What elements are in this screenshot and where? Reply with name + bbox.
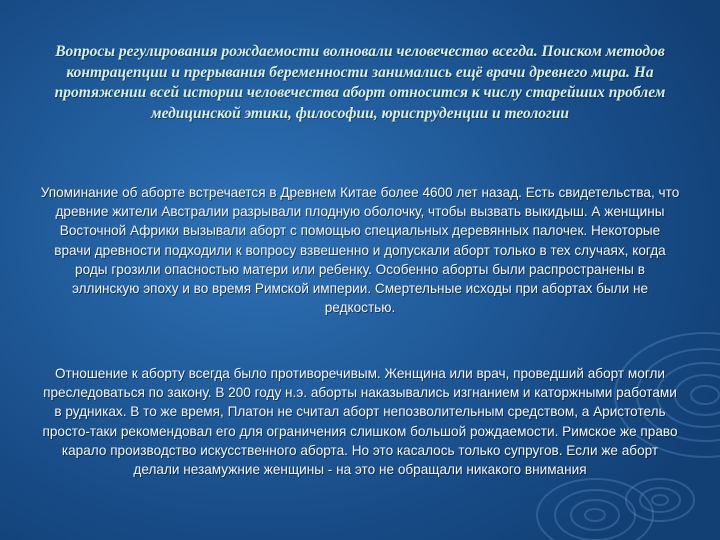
paragraph-ancient-history: Упоминание об аборте встречается в Древнем Китае более 4600 лет назад. Есть свидетельства, что древние жители Австралии разрывали плодную оболочку, чтобы вызвать выкидыш. А женщины Восточной Африки вызывали аборт с помощью специальных деревянных палочек. Некоторые врачи древности подходили к вопросу взвешенно и допускали аборт только в тех случаях, когда роды грозили опасностью матери или ребенку. Особенно аборты были распространены в эллинскую эпоху и во время Римской империи. Смертельные исходы при абортах были не редкостью.	[40, 185, 680, 316]
slide-title: Вопросы регулирования рождаемости волновали человечество всегда. Поиском методов контрацепции и прерывания беременности занимались ещё врачи древнего мира. На протяжении всей истории человечества аборт относится к числу старейших проблем медицинской этики, философии, юриспруденции и теологии	[54, 43, 666, 122]
paragraph-attitudes: Отношение к аборту всегда было противоречивым. Женщина или врач, проведший аборт могли преследоваться по закону. В 200 году н.э. аборты наказывались изгнанием и каторжными работами в рудниках. В то же время, Платон не считал аборт непозволительным средством, а Аристотель просто-таки рекомендовал его для ограничения слишком большой рождаемости. Римское же право карало производство искусственного аборта. Но это касалось только супругов. Если же аборт делали незамужние женщины - на это не обращали никакого внимания	[42, 366, 678, 478]
